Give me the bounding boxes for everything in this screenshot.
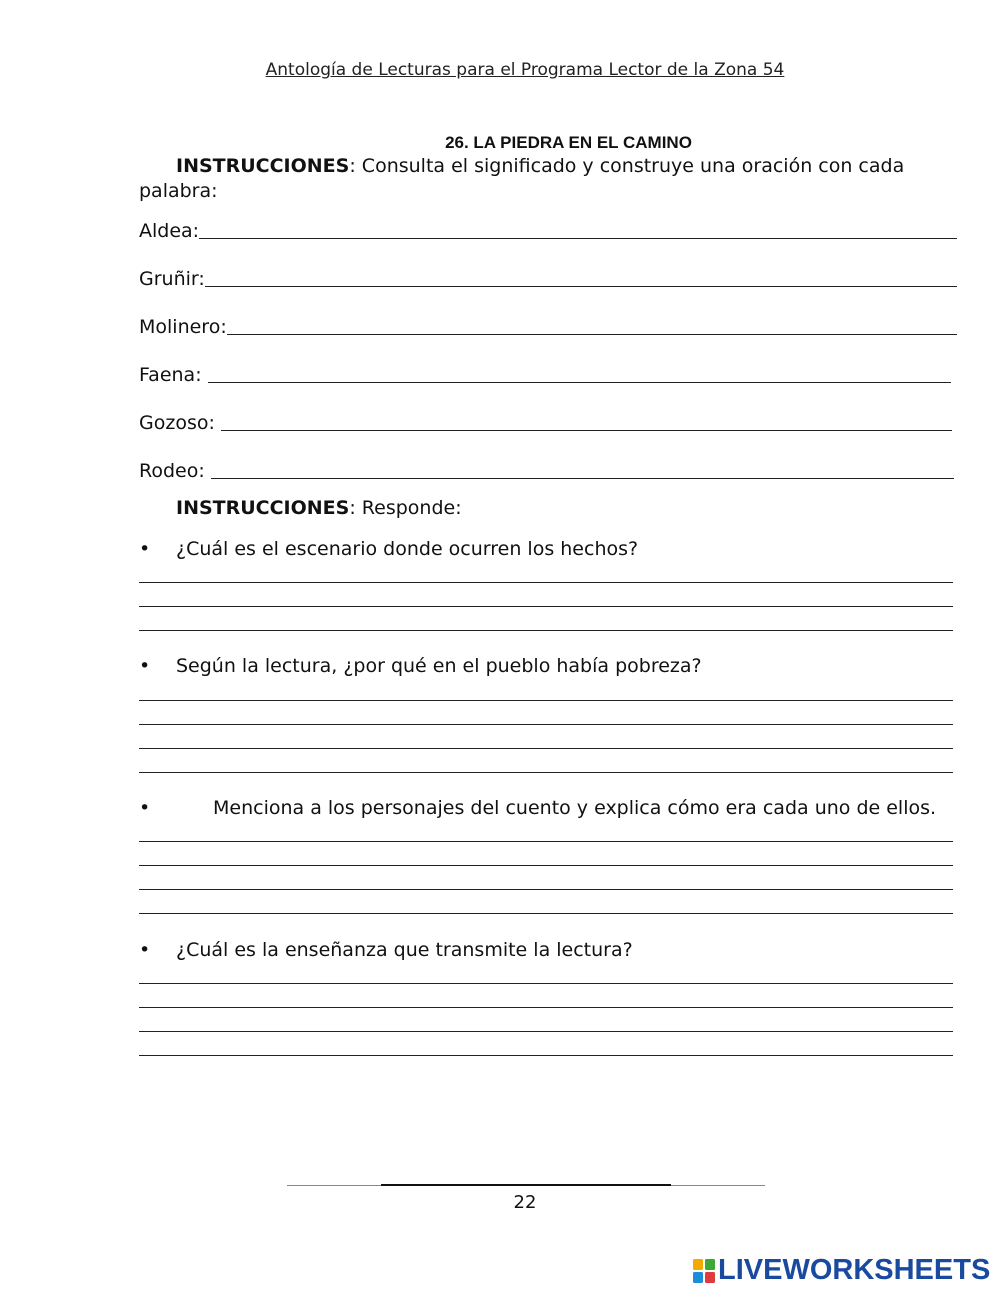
answer-line[interactable] (139, 724, 953, 725)
liveworksheets-brand[interactable] (693, 1254, 990, 1287)
answer-line[interactable] (139, 841, 953, 842)
question-text: Menciona a los personajes del cuento y explica cómo era cada uno de ellos. (213, 797, 937, 819)
answer-line[interactable] (208, 382, 951, 383)
question-4 (139, 939, 633, 961)
answer-line[interactable] (139, 913, 953, 914)
answer-line[interactable] (139, 865, 953, 866)
answer-line[interactable] (139, 1007, 953, 1008)
answer-line[interactable] (139, 606, 953, 607)
vocab-label: Gozoso: (139, 412, 221, 434)
brand-name: LIVEWORKSHEETS (718, 1254, 991, 1286)
question-text: Según la lectura, ¿por qué en el pueblo había pobreza? (176, 655, 702, 677)
answer-line[interactable] (139, 748, 953, 749)
instructions-text: : Consulta el significado y construye una oración con cada palabra: (139, 155, 905, 202)
vocab-label: Faena: (139, 364, 208, 386)
bullet: • (139, 538, 151, 560)
liveworksheets-logo-icon (693, 1259, 715, 1283)
vocab-row-grunir (139, 264, 957, 290)
vocab-label: Gruñir: (139, 268, 205, 290)
answer-line[interactable] (205, 286, 957, 287)
question-text: ¿Cuál es el escenario donde ocurren los hechos? (176, 538, 639, 560)
bullet: • (139, 797, 151, 819)
vocab-row-rodeo (139, 456, 954, 482)
answer-line[interactable] (199, 238, 957, 239)
answer-line[interactable] (139, 772, 953, 773)
instructions-respond (176, 497, 462, 519)
question-1 (139, 538, 638, 560)
answer-line[interactable] (139, 1055, 953, 1056)
vocab-label: Rodeo: (139, 460, 211, 482)
answer-line[interactable] (139, 889, 953, 890)
answer-line[interactable] (139, 630, 953, 631)
vocab-row-molinero (139, 312, 957, 338)
answer-line[interactable] (139, 1031, 953, 1032)
document-header: Antología de Lecturas para el Programa Lector de la Zona 54 (265, 60, 785, 80)
instructions-label: INSTRUCCIONES (176, 155, 350, 177)
question-3 (139, 797, 936, 819)
instructions-text: : Responde: (349, 497, 462, 519)
answer-line[interactable] (227, 334, 957, 335)
footer-divider-strong (381, 1184, 671, 1186)
answer-line[interactable] (139, 983, 953, 984)
bullet: • (139, 939, 151, 961)
instructions-label: INSTRUCCIONES (176, 497, 350, 519)
answer-line[interactable] (221, 430, 952, 431)
worksheet-title: 26. LA PIEDRA EN EL CAMINO (445, 133, 692, 152)
vocab-label: Molinero: (139, 316, 227, 338)
answer-line[interactable] (139, 700, 953, 701)
vocab-row-gozoso (139, 408, 952, 434)
instructions-vocabulary (139, 154, 939, 204)
vocab-row-faena (139, 360, 951, 386)
question-2 (139, 655, 702, 677)
page-number: 22 (513, 1192, 537, 1213)
vocab-label: Aldea: (139, 220, 200, 242)
bullet: • (139, 655, 151, 677)
answer-line[interactable] (211, 478, 954, 479)
vocab-row-aldea (139, 216, 957, 242)
answer-line[interactable] (139, 582, 953, 583)
question-text: ¿Cuál es la enseñanza que transmite la lectura? (176, 939, 633, 961)
